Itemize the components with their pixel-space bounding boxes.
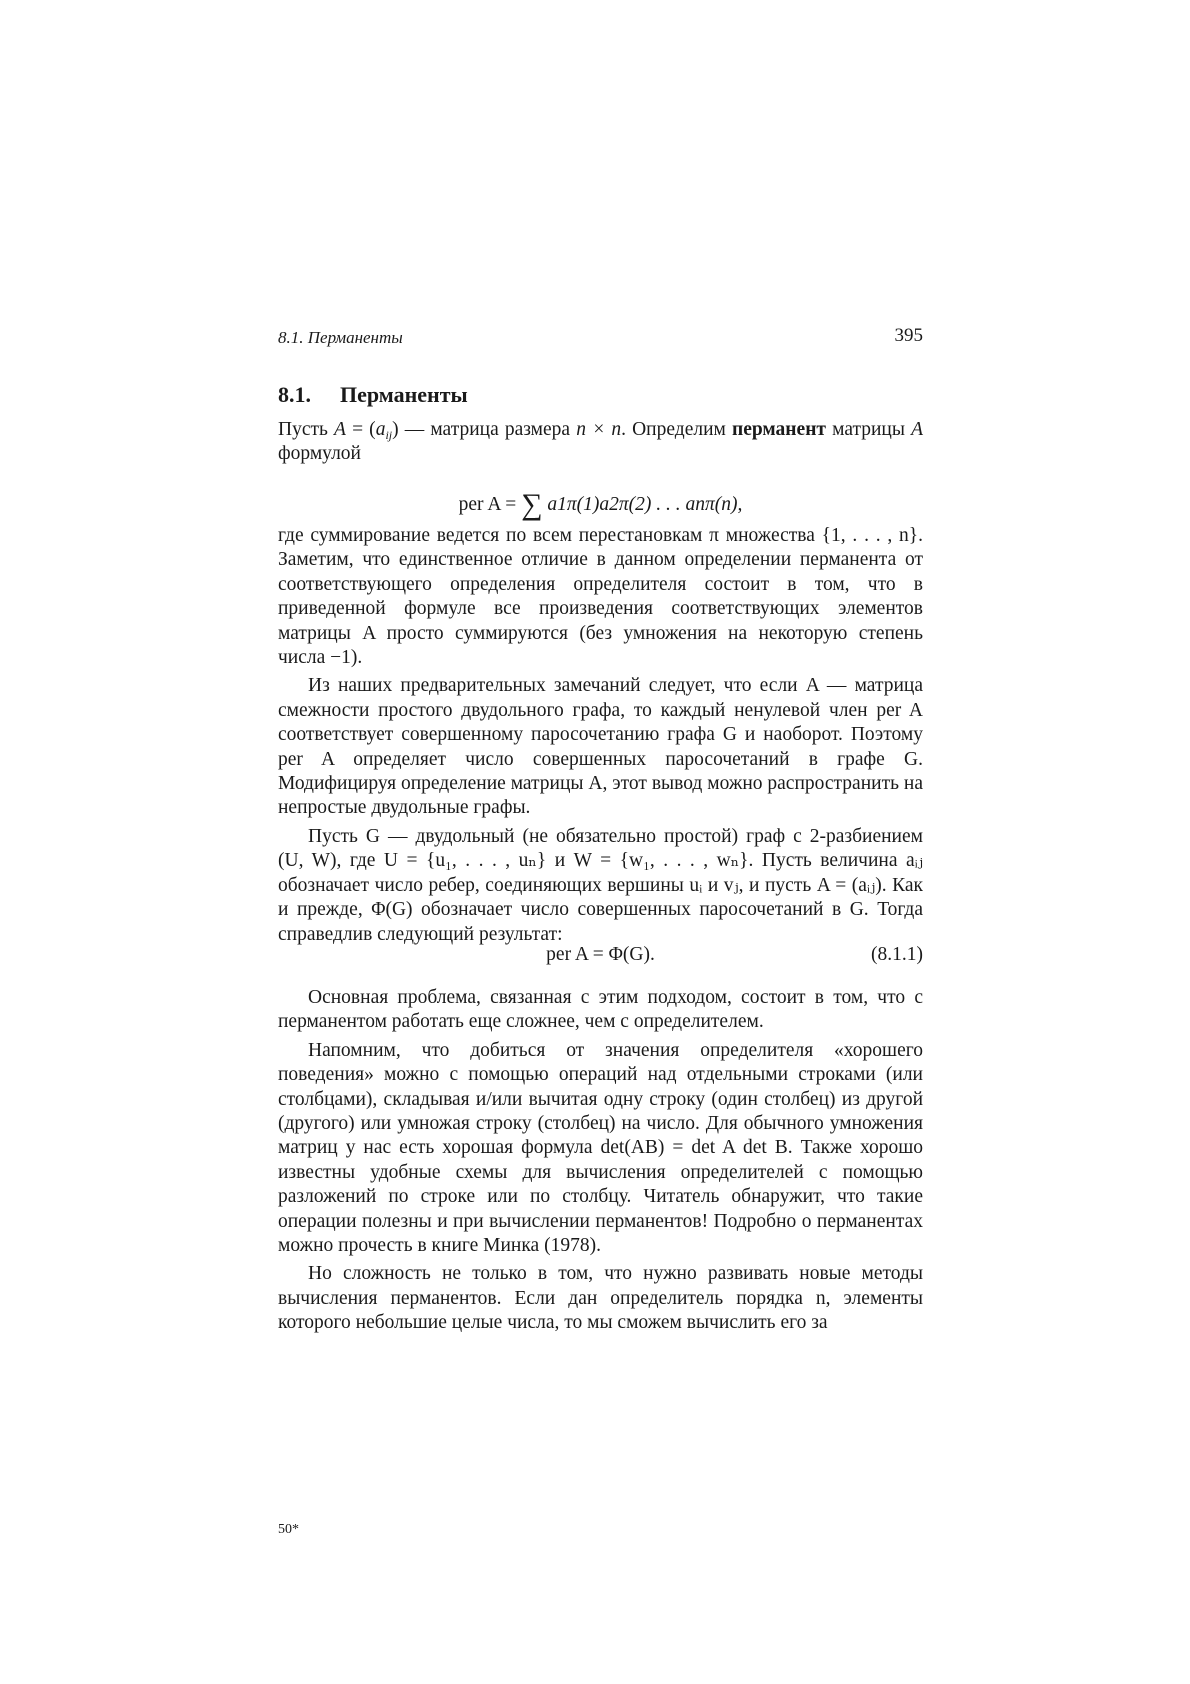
running-head xyxy=(278,325,923,354)
intro-paragraph xyxy=(278,418,923,467)
section-heading xyxy=(278,382,468,408)
body-text-1 xyxy=(278,524,923,947)
paragraph-5: Основная проблема, связанная с этим подходом, состоит в том, что с перманентом работать еще сложнее, чем с определителем. xyxy=(278,987,923,1033)
paragraph-3: Из наших предварительных замечаний следует, что если A — матрица смежности простого двудольного графа, то каждый ненулевой член per A соответствует совершенному паросочетанию графа G и наоборот. Поэтому per A определяет число совершенных паросочетаний в графе G. Модифицируя определение матрицы A, этот вывод можно распространить на непростые двудольные графы. xyxy=(278,675,923,819)
paragraph-1: Пусть $A = (a_{ij})$ — матрица размера n × n. Определим перманент матрицы A формулой xyxy=(278,419,924,465)
printer-signature: 50* xyxy=(278,1522,299,1537)
body-text-2 xyxy=(278,986,923,1336)
section-title: Перманенты xyxy=(340,382,468,407)
paragraph-4: Пусть G — двудольный (не обязательно простой) граф с 2-разбиением (U, W), где U = {u₁, . . . , uₙ} и W = {w₁, . . . , wₙ}. Пусть величина aᵢⱼ обозначает число ребер, соединяющих вершины uᵢ и vⱼ, и пусть A = (aᵢⱼ). Как и прежде, Φ(G) обозначает число совершенных паросочетаний в G. Тогда справедлив следующий результат: xyxy=(278,825,923,945)
formula-permanent-definition: per A = ∑ a1π(1)a2π(2) . . . anπ(n), xyxy=(458,488,743,521)
page-number: 395 xyxy=(894,325,923,346)
running-head-title: 8.1. Перманенты xyxy=(278,328,403,347)
paragraph-7: Но сложность не только в том, что нужно развивать новые методы вычисления перманентов. Если дан определитель порядка n, элементы которого небольшие целые числа, то мы сможем вычислить его за xyxy=(278,1263,923,1334)
formula-8-1-1 xyxy=(278,944,923,966)
term-permanent: перманент xyxy=(731,419,827,440)
paragraph-6: Напомним, что добиться от значения определителя «хорошего поведения» можно с помощью операций над отдельными строками (или столбцами), складывая и/или вычитая одну строку (один столбец) из другой (другого) или умножая строку (столбец) на число. Для обычного умножения матриц у нас есть хорошая формула det(AB) = det A det B. Также хорошо известны удобные схемы для вычисления определителей с помощью разложений по строке или по столбцу. Читатель обнаружит, что такие операции полезны и при вычислении перманентов! Подробно о перманентах можно прочесть в книге Минка (1978). xyxy=(278,1039,923,1257)
paragraph-2: где суммирование ведется по всем перестановкам π множества {1, . . . , n}. Заметим, что единственное отличие в данном определении перманента от соответствующего определения определителя состоит в том, что в приведенной формуле все произведения соответствующих элементов матрицы A просто суммируются (без умножения на некоторую степень числа −1). xyxy=(278,525,923,669)
section-number: 8.1. xyxy=(278,382,311,407)
sum-symbol: ∑ xyxy=(521,488,543,521)
equation-number: (8.1.1) xyxy=(871,944,923,965)
formula-8-1-1-text: per A = Φ(G). xyxy=(546,944,655,965)
